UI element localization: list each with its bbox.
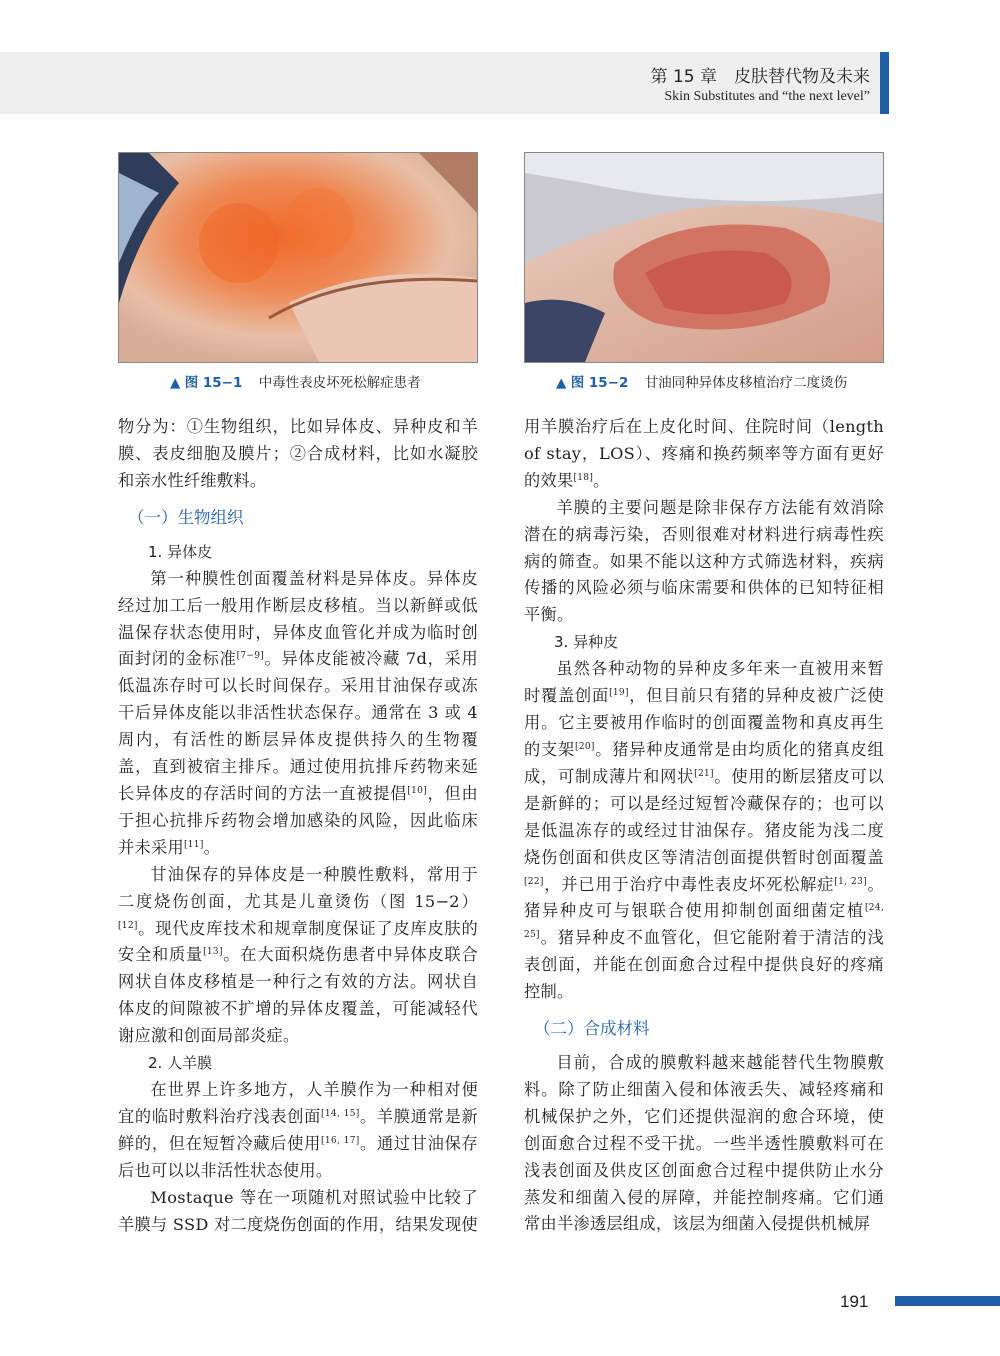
text-run: 。猪异种皮不血管化，但它能附着于清洁的浅表创面，并能在创面愈合过程中提供良好的疼痛控制。 (524, 928, 884, 1002)
figure-15-1-caption (170, 371, 421, 391)
text-run: 第一种膜性创面覆盖材料是异体皮。异体皮经过加工后一般用作断层皮移植。当以新鲜或低温保存状态使用时，异体皮血管化并成为临时创面封闭的金标准 (118, 568, 478, 669)
citation-ref: [19] (609, 688, 629, 699)
right-column (524, 414, 884, 1238)
figure-15-2-caption (556, 371, 847, 391)
paragraph (524, 414, 884, 495)
text-run: 。在大面积烧伤患者中异体皮联合网状自体皮移植是一种行之有效的方法。网状自体皮的间隙被不扩增的异体皮覆盖，可能减轻代谢应激和创面局部炎症。 (118, 945, 478, 1046)
figure-caption-text: 甘油同种异体皮移植治疗二度烫伤 (644, 375, 848, 391)
paragraph (118, 1077, 478, 1185)
text-run: 甘油保存的异体皮是一种膜性敷料，常用于二度烧伤创面，尤其是儿童烫伤（图 15−2） (118, 864, 478, 911)
text-run: ，并已用于治疗中毒性表皮坏死松解症 (543, 874, 835, 894)
text-run: 。羊膜通常是新鲜的，但在短暂冷藏后使用 (118, 1106, 478, 1153)
paragraph: 物分为：①生物组织，比如异体皮、异种皮和羊膜、表皮细胞及膜片；②合成材料，比如水凝胶和亲水性纤维敷料。 (118, 417, 478, 490)
citation-ref: [1, 23] (834, 876, 867, 887)
citation-ref: [21] (694, 768, 714, 779)
page-number: 191 (840, 1292, 869, 1311)
citation-ref: [20] (575, 741, 595, 752)
citation-ref: [7−9] (236, 651, 265, 662)
footer-accent-bar (895, 1296, 1000, 1306)
citation-ref: [14, 15] (321, 1108, 360, 1119)
text-run: ，但由于担心抗排斥药物会增加感染的风险，因此临床并未采用 (118, 783, 478, 857)
text-run: 。猪异种皮通常是由均质化的猪真皮组成，可制成薄片和网状 (524, 739, 884, 786)
figure-number: 图 15−2 (570, 375, 629, 391)
figure-15-1-photo (118, 152, 478, 363)
text-run: 。使用的断层猪皮可以是新鲜的；可以是经过短暂冷藏保存的；也可以是低温冻存的或经过甘油保存。猪皮能为浅二度烧伤创面和供皮区等清洁创面提供暂时创面覆盖 (524, 766, 884, 867)
paragraph (118, 862, 478, 1050)
citation-ref: [13] (203, 947, 223, 958)
subsection-heading: 3. 异种皮 (554, 633, 619, 652)
citation-ref: [22] (524, 876, 544, 887)
running-header-chapter: 第 15 章 皮肤替代物及未来 (650, 67, 870, 87)
text-run: 。猪异种皮可与银联合使用抑制创面细菌定植 (524, 874, 884, 921)
text-run: 。 (203, 837, 221, 857)
paragraph (524, 656, 884, 1006)
text-run: 。现代皮库技术和规章制度保证了皮库皮肤的安全和质量 (118, 918, 478, 965)
section-heading: （二）合成材料 (534, 1019, 650, 1039)
left-column (118, 414, 478, 1238)
figure-caption-text: 中毒性表皮坏死松解症患者 (258, 375, 421, 391)
subsection-heading: 1. 异体皮 (148, 542, 213, 561)
text-run: ，但目前只有猪的异种皮被广泛使用。它主要被用作临时的创面覆盖物和真皮再生的支架 (524, 686, 884, 759)
header-accent-bar (880, 52, 889, 114)
text-run: 在世界上许多地方，人羊膜作为一种相对便宜的临时敷料治疗浅表创面 (118, 1080, 478, 1126)
paragraph: Mostaque 等在一项随机对照试验中比较了羊膜与 SSD 对二度烧伤创面的作用，结果发现使 (118, 1187, 478, 1234)
paragraph (118, 566, 478, 862)
citation-ref: [24, 25] (524, 903, 884, 941)
text-run: 虽然各种动物的异种皮多年来一直被用来暂时覆盖创面 (524, 659, 884, 706)
text-run: 。 (593, 470, 610, 490)
citation-ref: [11] (183, 839, 204, 850)
photo-skin-lesion-2 (525, 153, 883, 362)
citation-ref: [12] (118, 920, 138, 931)
photo-skin-lesion-1 (119, 153, 477, 362)
triangle-icon: ▲ (556, 375, 567, 391)
citation-ref: [18] (573, 472, 594, 483)
subsection-heading: 2. 人羊膜 (148, 1054, 213, 1073)
paragraph: 羊膜的主要问题是除非保存方法能有效消除潜在的病毒污染，否则很难对材料进行病毒性疾病的筛查。如果不能以这种方式筛选材料，疾病传播的风险必须与临床需要和供体的已知特征相平衡。 (524, 497, 884, 625)
paragraph: 目前，合成的膜敷料越来越能替代生物膜敷料。除了防止细菌入侵和体液丢失、减轻疼痛和机械保护之外，它们还提供湿润的愈合环境，使创面愈合过程不受干扰。一些半透性膜敷料可在浅表创面及供皮区创面愈合过程中提供防止水分蒸发和细菌入侵的屏障，并能控制疼痛。它们通常由半渗透层组成，该层为细菌入侵提供机械屏 (524, 1053, 884, 1234)
text-run: 。通过甘油保存后也可以以非活性状态使用。 (118, 1133, 478, 1180)
citation-ref: [16, 17] (321, 1135, 360, 1146)
text-run: 用羊膜治疗后在上皮化时间、住院时间（length of stay，LOS）、疼痛和换药频率等方面有更好的效果 (524, 417, 884, 490)
figure-15-2-photo (524, 152, 884, 363)
citation-ref: [10] (407, 785, 427, 796)
text-run: 。异体皮能被冷藏 7d，采用低温冻存时可以长时间保存。采用甘油保存或冻干后异体皮能以非活性状态保存。通常在 3 或 4 周内，有活性的断层异体皮提供持久的生物覆盖，直到被宿主排斥。通过使用抗排斥药物来延长异体皮的存活时间的方法一直被提倡 (118, 649, 478, 803)
running-header-subtitle: Skin Substitutes and “the next level” (664, 89, 870, 104)
triangle-icon: ▲ (170, 375, 181, 391)
figure-number: 图 15−1 (184, 375, 243, 391)
section-heading: （一）生物组织 (128, 507, 244, 527)
